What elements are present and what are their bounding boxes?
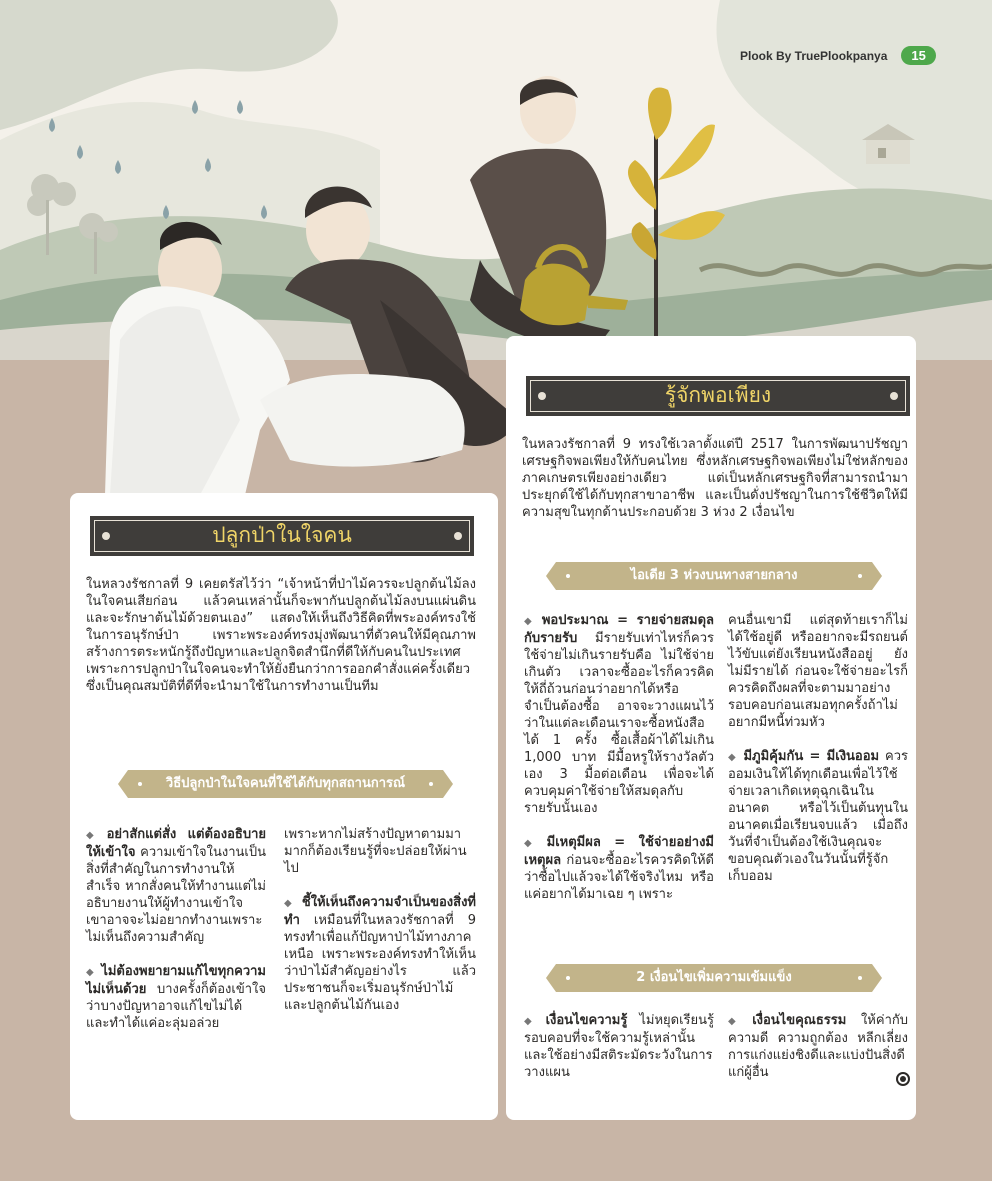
idea-3-head: มีภูมิคุ้มกัน = มีเงินออม [743, 749, 880, 764]
tip-2-body: บางครั้งก็ต้องเข้าใจว่าบางปัญหาอาจแก้ไขไม่ได้ และทำได้แค่อะลุ่มอล่วย [86, 982, 266, 1031]
condition-2 [728, 1012, 908, 1081]
tip-2-continued: เพราะหากไม่สร้างปัญหาตามมามากก็ต้องเรียนรู้ที่จะปล่อยให้ผ่านไป [284, 827, 467, 876]
bullet-icon: ◆ [524, 838, 541, 849]
idea-3-body: ควรออมเงินให้ได้ทุกเดือนเพื่อไว้ใช้จ่ายเวลาเกิดเหตุฉุกเฉินในอนาคต หรือไว้เป็นต้นทุนในอนาคตเมื่อเรียนจบแล้ว เมื่อถึงวันที่จำเป็นต้องใช้เงินคุณจะขอบคุณตัวเองในวันนั้นที่รู้จักเก็บออม [728, 749, 908, 884]
right-section-title [526, 376, 910, 416]
tip-3 [284, 894, 476, 1014]
right-ribbon-1-text: ไอเดีย 3 ห่วงบนทางสายกลาง [630, 568, 798, 583]
left-col2 [284, 826, 476, 1031]
idea-2-continued: คนอื่นเขามี แต่สุดท้ายเราก็ไม่ได้ใช้อยู่ดี หรืออยากจะมีรถยนต์ไว้ขับแต่ยังเรียนหนังสืออยู่ ยังไม่มีรายได้ ก่อนจะใช้จ่ายอะไรก็ควรคิดถึงผลที่จะตามมาอย่างรอบคอบก่อนเสมอทุกครั้งถ้าไม่อยากมีหนี้ท่วมหัว [728, 613, 908, 730]
tip-3-body: เหมือนที่ในหลวงรัชกาลที่ 9 ทรงทำเพื่อแก้ปัญหาป่าไม้ทางภาคเหนือ เพราะพระองค์ทรงทำให้เห็นว่าป่าไม้สำคัญอย่างไร แล้วประชาชนก็จะเริ่มอนุรักษ์ป่าไม้และปลูกต้นไม้กันเอง [284, 913, 476, 1013]
condition-2-body: ให้ค่ากับความดี ความถูกต้อง หลีกเลี่ยงการแก่งแย่งชิงดีและแบ่งปันสิ่งดีแก่ผู้อื่น [728, 1013, 908, 1080]
bullet-icon: ◆ [284, 898, 296, 909]
right-col2 [728, 612, 908, 902]
tip-3-head: ชี้ให้เห็นถึงความจำเป็นของสิ่งที่ทำ [284, 895, 476, 928]
bullet-icon: ◆ [524, 616, 536, 627]
right-intro: ในหลวงรัชกาลที่ 9 ทรงใช้เวลาตั้งแต่ปี 2517 ในการพัฒนาปรัชญาเศรษฐกิจพอเพียงให้กับคนไทย ซึ่งหลักเศรษฐกิจพอเพียงไม่ใช่หลักของภาคเกษตรเพียงอย่างเดียว แต่เป็นหลักเศรษฐกิจที่สามารถนำมาประยุกต์ใช้ได้กับทุกสาขาอาชีพ และเป็นดั่งปรัชญาในการใช้ชีวิตให้มีความสุขในทุกด้านประกอบด้วย 3 ห่วง 2 เงื่อนไข [522, 437, 908, 520]
bullet-icon: ◆ [728, 1016, 747, 1027]
idea-1-body: มีรายรับเท่าไหร่ก็ควรใช้จ่ายไม่เกินรายรับคือ ไม่ใช้จ่ายเกินตัว เวลาจะซื้ออะไรก็ควรคิดให้ถี่ถ้วนก่อนว่าอยากได้หรือจำเป็นต้องซื้อ อาจจะวางแผนไว้ว่าในแต่ละเดือนเราจะซื้อหนังสือได้ 1 ครั้ง ซื้อเสื้อผ้าได้ไม่เกิน 1,000 บาท มีมื้อหรูให้รางวัลตัวเอง 3 มื้อต่อเดือน เพื่อจะได้ควบคุมค่าใช้จ่ายให้สมดุลกับรายรับนั้นเอง [524, 631, 714, 816]
page-number: 15 [901, 46, 935, 65]
tip-1-body: ความเข้าใจในงานเป็นสิ่งที่สำคัญในการทำงานให้สำเร็จ หากสั่งคนให้ทำงานแต่ไม่อธิบายงานให้ผู้ทำงานเข้าใจ เขาอาจจะไม่อยากทำงานเพราะไม่เห็นถึงความสำคัญ [86, 845, 266, 945]
condition-1-body: ไม่หยุดเรียนรู้ รอบคอบที่จะใช้ความรู้เหล่านั้นและใช้อย่างมีสติระมัดระวังในการวางแผน [524, 1013, 714, 1080]
idea-1-head: พอประมาณ = รายจ่ายสมดุลกับรายรับ [524, 613, 714, 646]
condition-2-head: เงื่อนไขคุณธรรม [752, 1013, 847, 1028]
left-section-title [90, 516, 474, 556]
bullet-icon: ◆ [524, 1016, 540, 1027]
idea-2 [524, 834, 714, 903]
condition-1-head: เงื่อนไขความรู้ [545, 1013, 628, 1028]
right-section-title-text: รู้จักพอเพียง [664, 383, 772, 407]
idea-2-head: มีเหตุมีผล = ใช้จ่ายอย่างมีเหตุผล [524, 835, 714, 868]
idea-1 [524, 612, 714, 817]
tip-1-head: อย่าสักแต่สั่ง แต่ต้องอธิบายให้เข้าใจ [86, 827, 266, 860]
left-intro: ในหลวงรัชกาลที่ 9 เคยตรัสไว้ว่า “เจ้าหน้าที่ป่าไม้ควรจะปลูกต้นไม้ลงในใจคนเสียก่อน แล้วคนเหล่านั้นก็จะพากันปลูกต้นไม้ลงบนแผ่นดิน และจะรักษาต้นไม้ด้วยตนเอง” แสดงให้เห็นถึงวิธีคิดที่พระองค์ทรงใช้ในการอนุรักษ์ป่า เพราะพระองค์ทรงมุ่งพัฒนาที่ตัวคนให้มีคุณภาพ สร้างการตระหนักรู้ถึงปัญหาและปลูกจิตสำนึกที่ดีให้กับคนในประเทศ เพราะการปลูกป่าในใจคนจะทำให้ยั่งยืนกว่าการออกคำสั่งแค่ครั้งเดียว ซึ่งเป็นคุณสมบัติที่ดีที่จะนำมาใช้ในการทำงานเป็นทีม [86, 577, 476, 694]
bullet-icon: ◆ [86, 830, 101, 841]
right-ribbon-2-text: 2 เงื่อนไขเพิ่มความเข้มแข็ง [636, 970, 792, 985]
right-ribbon-2 [556, 964, 872, 992]
end-mark-icon [896, 1072, 910, 1086]
page-header [740, 46, 936, 65]
left-section-title-text: ปลูกป่าในใจคน [212, 523, 352, 547]
left-ribbon [128, 770, 443, 798]
idea-3 [728, 748, 908, 885]
left-col1 [86, 826, 266, 1049]
right-col1 [524, 612, 714, 920]
tip-2-head: ไม่ต้องพยายามแก้ไขทุกความไม่เห็นด้วย [86, 964, 266, 997]
left-ribbon-text: วิธีปลูกป่าในใจคนที่ใช้ได้กับทุกสถานการณ์ [165, 776, 406, 791]
bullet-icon: ◆ [728, 752, 738, 763]
right-ribbon-1 [556, 562, 872, 590]
brand-name: Plook By TruePlookpanya [740, 48, 888, 63]
tip-2 [86, 963, 266, 1032]
tip-1 [86, 826, 266, 946]
condition-1 [524, 1012, 714, 1081]
bullet-icon: ◆ [86, 967, 96, 978]
idea-2-body: ก่อนจะซื้ออะไรควรคิดให้ดีว่าซื้อไปแล้วจะได้ใช้จริงไหม หรือแค่อยากได้มาเฉย ๆ เพราะ [524, 853, 714, 902]
